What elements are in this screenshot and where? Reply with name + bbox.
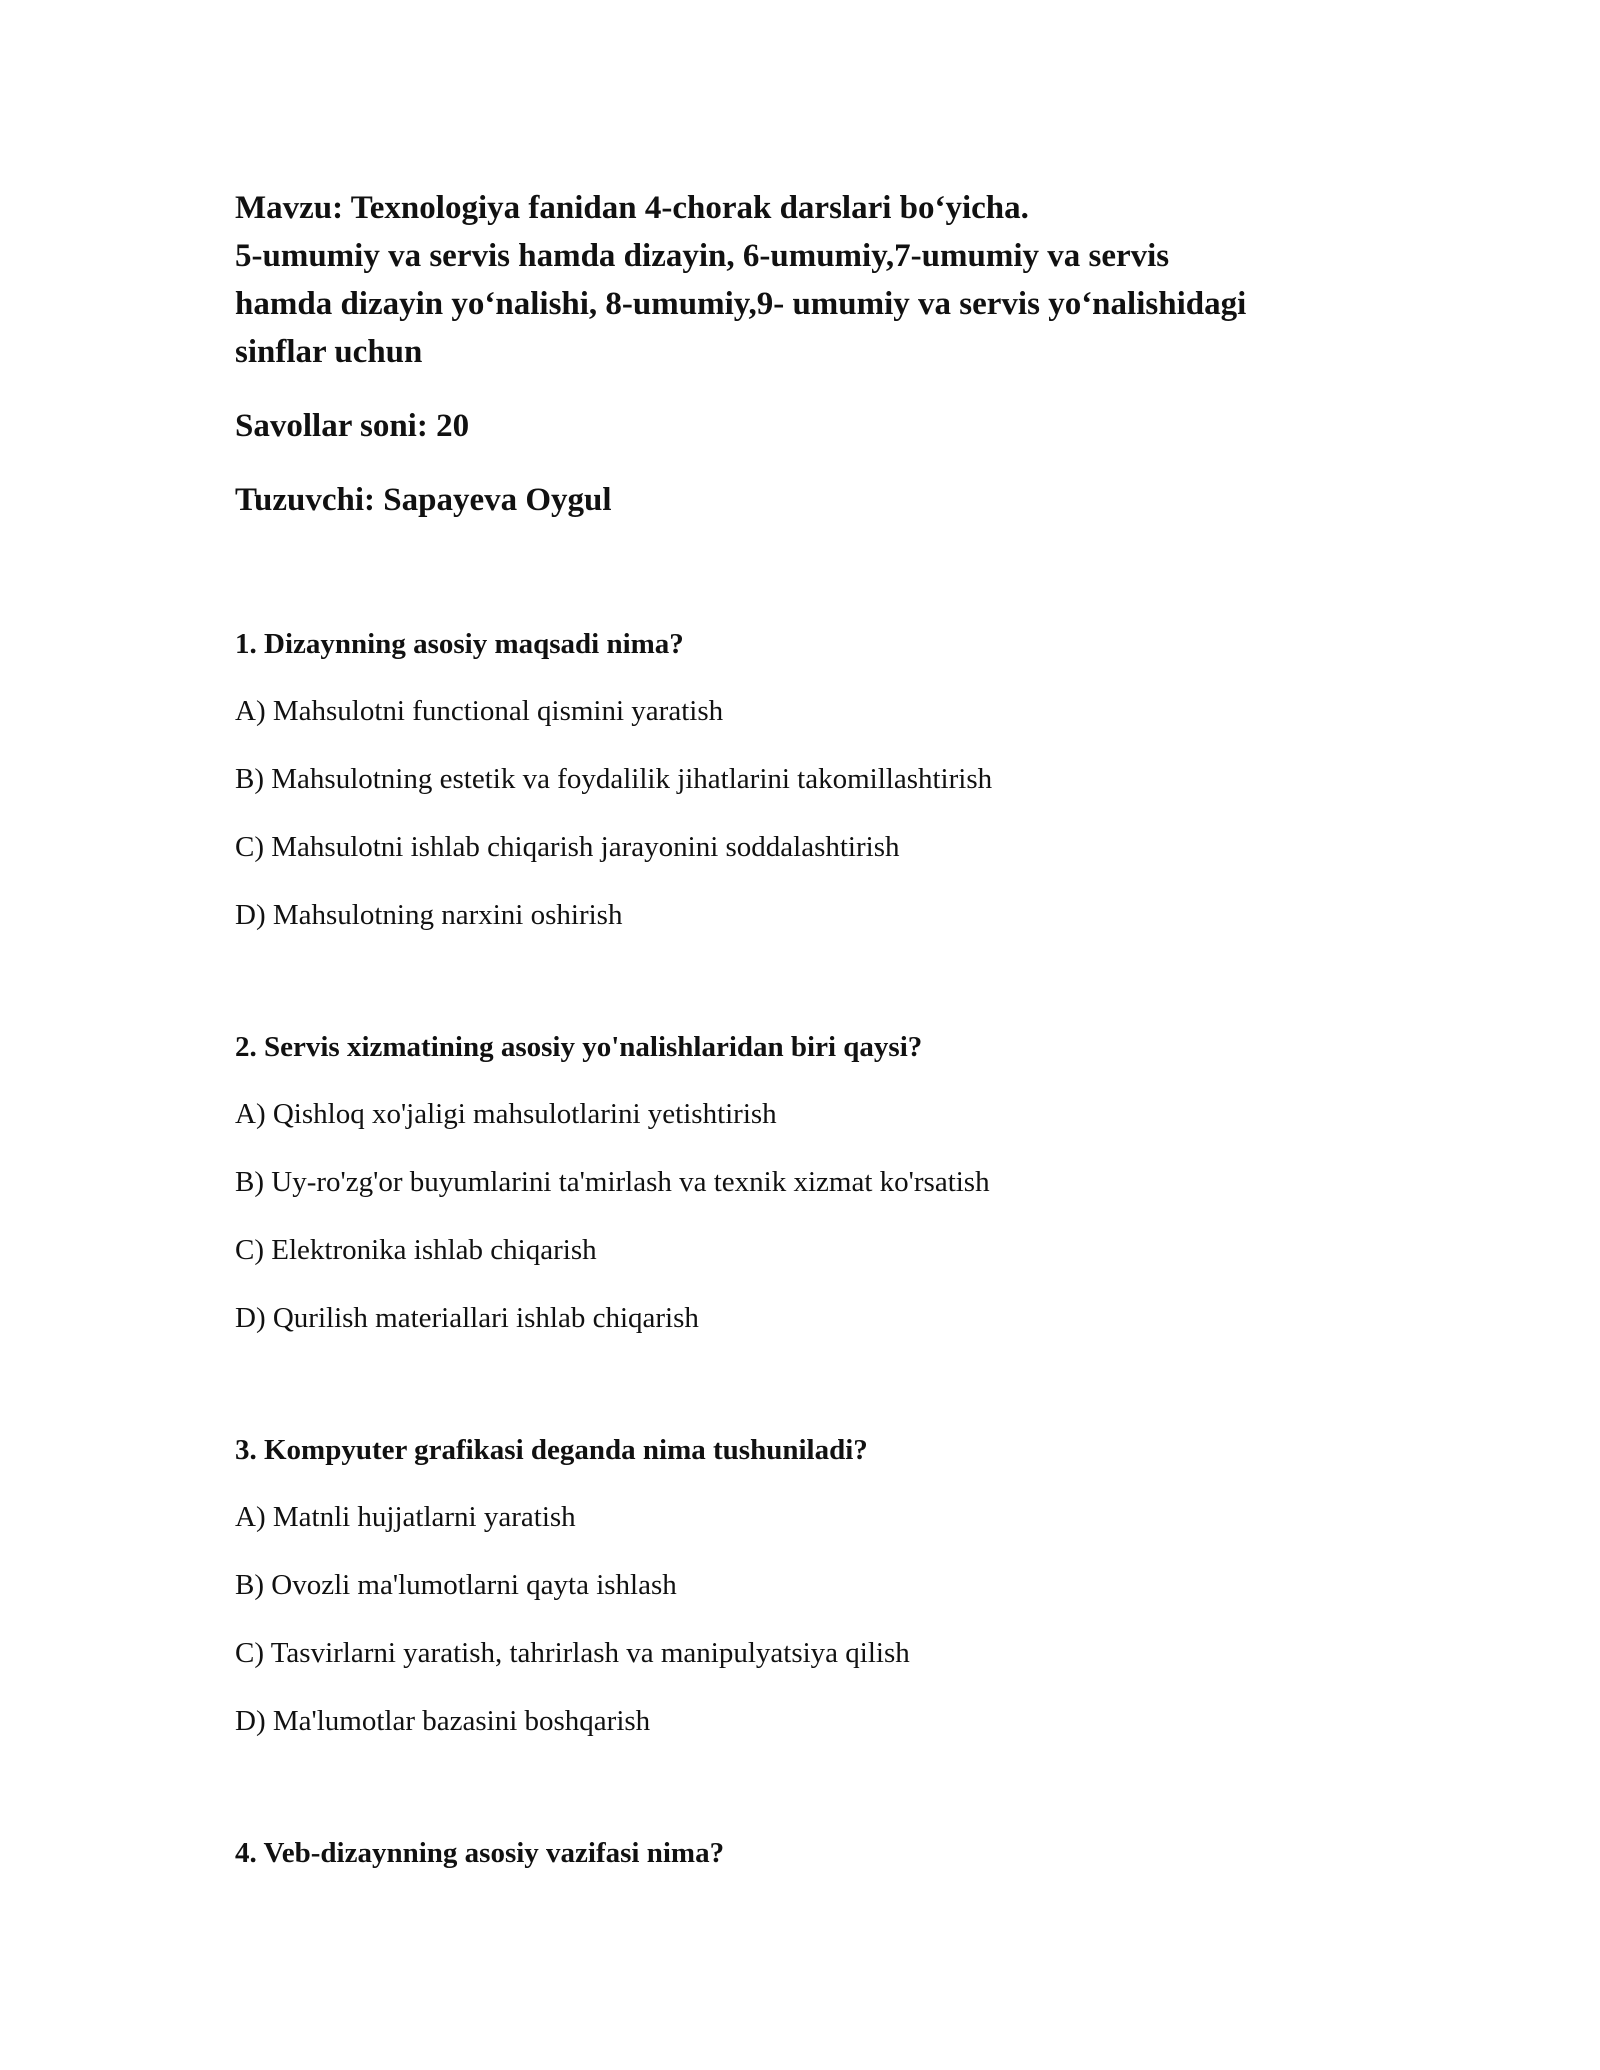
question-text: 2. Servis xizmatining asosiy yo'nalishlaridan biri qaysi? [235, 1031, 923, 1063]
question-count: Savollar soni: 20 [235, 408, 470, 444]
title-line-3: hamda dizayin yo‘nalishi, 8-umumiy,9- umumiy va servis yo‘nalishidagi [235, 286, 1247, 322]
question-text: 1. Dizaynning asosiy maqsadi nima? [235, 628, 684, 660]
answer-option-a: A) Matnli hujjatlarni yaratish [235, 1501, 576, 1533]
answer-options [235, 1094, 1415, 1338]
question-4 [235, 1833, 1415, 1873]
answer-option-c: C) Elektronika ishlab chiqarish [235, 1234, 597, 1266]
answer-options [235, 691, 1415, 935]
question-3 [235, 1430, 1415, 1769]
title-line-1: Mavzu: Texnologiya fanidan 4-chorak darslari bo‘yicha. [235, 190, 1029, 226]
answer-option-b: B) Mahsulotning estetik va foydalilik jihatlarini takomillashtirish [235, 763, 993, 795]
author-line: Tuzuvchi: Sapayeva Oygul [235, 482, 612, 518]
answer-option-d: D) Ma'lumotlar bazasini boshqarish [235, 1705, 651, 1737]
title-line-2: 5-umumiy va servis hamda dizayin, 6-umumiy,7-umumiy va servis [235, 238, 1170, 274]
answer-option-c: C) Mahsulotni ishlab chiqarish jarayonini soddalashtirish [235, 831, 900, 863]
document-title [235, 184, 1415, 376]
answer-option-a: A) Qishloq xo'jaligi mahsulotlarini yetishtirish [235, 1098, 777, 1130]
answer-option-b: B) Ovozli ma'lumotlarni qayta ishlash [235, 1569, 677, 1601]
question-text: 3. Kompyuter grafikasi deganda nima tushuniladi? [235, 1434, 868, 1466]
answer-option-a: A) Mahsulotni functional qismini yaratish [235, 695, 724, 727]
question-1 [235, 624, 1415, 963]
answer-option-b: B) Uy-ro'zg'or buyumlarini ta'mirlash va texnik xizmat ko'rsatish [235, 1166, 990, 1198]
title-line-4: sinflar uchun [235, 334, 423, 370]
document-header [235, 184, 1415, 524]
answer-option-d: D) Qurilish materiallari ishlab chiqarish [235, 1302, 699, 1334]
answer-options [235, 1497, 1415, 1741]
answer-option-d: D) Mahsulotning narxini oshirish [235, 899, 623, 931]
answer-option-c: C) Tasvirlarni yaratish, tahrirlash va manipulyatsiya qilish [235, 1637, 910, 1669]
question-2 [235, 1027, 1415, 1366]
question-text: 4. Veb-dizaynning asosiy vazifasi nima? [235, 1837, 725, 1869]
